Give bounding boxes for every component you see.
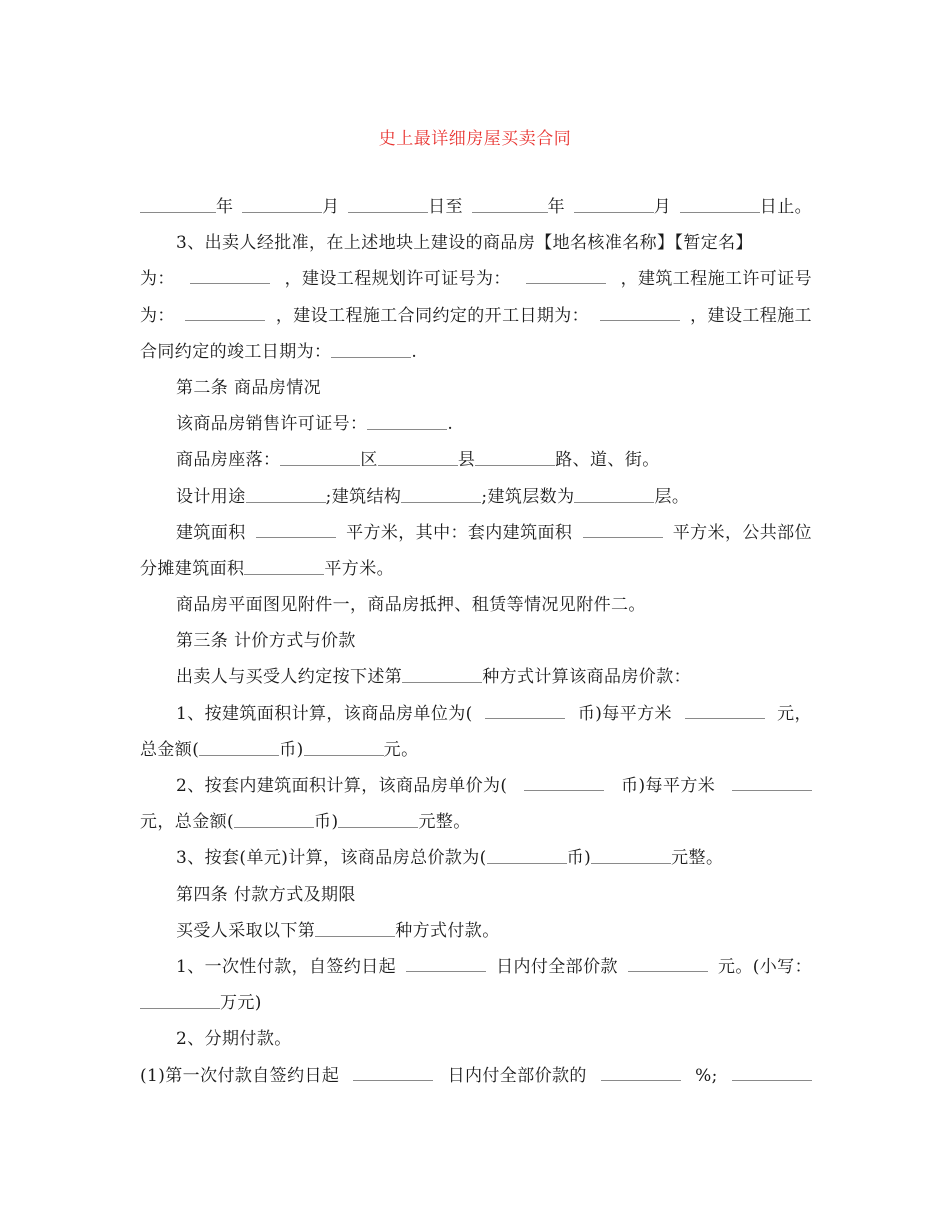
text: 月 <box>322 197 340 217</box>
text: 元整。 <box>418 812 471 833</box>
blank-field[interactable] <box>526 265 606 284</box>
text: 元。(小写： <box>717 956 812 977</box>
text: 买受人采取以下第 <box>176 920 316 941</box>
text: 元整。 <box>671 848 724 869</box>
text: %; <box>695 1065 718 1086</box>
blank-field[interactable] <box>475 447 555 466</box>
blank-field[interactable] <box>242 194 322 213</box>
clause-paragraph <box>140 265 812 301</box>
clause-paragraph <box>140 555 812 591</box>
text: 币) <box>566 848 592 869</box>
clause-paragraph <box>140 772 812 808</box>
clause-paragraph <box>140 917 812 953</box>
blank-field[interactable] <box>406 953 486 972</box>
text: 出卖人与买受人约定按下述第 <box>176 667 403 688</box>
text: 商品房座落： <box>176 450 281 471</box>
text: 月 <box>653 197 672 217</box>
section-heading: 第三条 计价方式与价款 <box>176 631 356 652</box>
blank-field[interactable] <box>680 194 760 213</box>
blank-field[interactable] <box>601 1062 681 1081</box>
clause-paragraph <box>140 700 812 736</box>
text: . <box>411 341 418 362</box>
blank-field[interactable] <box>524 772 604 791</box>
date-range-line <box>140 193 812 229</box>
text: 币)每平方米 <box>621 776 716 796</box>
text: . <box>447 414 454 435</box>
text: 区 <box>360 450 378 471</box>
text: 万元) <box>220 993 262 1014</box>
text: 平方米。 <box>324 558 395 579</box>
section-heading: 第二条 商品房情况 <box>176 377 322 398</box>
text: 县 <box>457 450 476 471</box>
clause-paragraph <box>140 1062 812 1098</box>
clause-paragraph <box>140 519 812 555</box>
blank-field[interactable] <box>685 700 765 719</box>
text: 为： <box>140 269 175 290</box>
text: 币)每平方米 <box>577 703 672 724</box>
text: 该商品房销售许可证号： <box>176 414 368 435</box>
text: 平方米，公共部位 <box>672 522 812 543</box>
text: 合同约定的竣工日期为： <box>140 341 332 362</box>
document-title: 史上最详细房屋买卖合同 <box>378 129 572 149</box>
text: 日止。 <box>759 197 812 217</box>
text: 分摊建筑面积 <box>140 558 245 579</box>
clause-paragraph: 3、出卖人经批准，在上述地块上建设的商品房【地名核准名称】【暂定名】 <box>176 233 753 254</box>
blank-field[interactable] <box>190 265 270 284</box>
blank-field[interactable] <box>402 664 482 683</box>
text: 币) <box>314 812 339 833</box>
text: 日至 <box>428 197 463 217</box>
blank-field[interactable] <box>331 339 411 358</box>
text: 1、按建筑面积计算，该商品房单位为( <box>176 703 473 724</box>
blank-field[interactable] <box>246 484 326 503</box>
clause-paragraph <box>140 446 812 482</box>
text: 建筑面积 <box>176 522 246 543</box>
clause-paragraph <box>140 302 812 338</box>
clause-paragraph <box>140 989 812 1025</box>
blank-field[interactable] <box>367 411 447 430</box>
clause-paragraph <box>140 844 812 880</box>
text: 种方式付款。 <box>395 920 500 941</box>
text: 年 <box>216 197 234 217</box>
blank-field[interactable] <box>185 302 265 321</box>
text: 设计用途 <box>176 486 246 507</box>
clause-paragraph: 商品房平面图见附件一，商品房抵押、租赁等情况见附件二。 <box>176 595 646 616</box>
blank-field[interactable] <box>140 194 216 213</box>
blank-field[interactable] <box>140 990 220 1009</box>
blank-field[interactable] <box>353 1062 433 1081</box>
text: 元。 <box>383 739 419 760</box>
blank-field[interactable] <box>732 772 812 791</box>
blank-field[interactable] <box>348 194 428 213</box>
clause-paragraph <box>140 953 812 989</box>
blank-field[interactable] <box>234 809 314 828</box>
blank-field[interactable] <box>485 700 565 719</box>
text: 3、按套(单元)计算，该商品房总价款为( <box>176 848 487 869</box>
clause-paragraph <box>140 483 812 519</box>
clause-paragraph: 2、分期付款。 <box>176 1029 292 1050</box>
text: 为： <box>140 305 175 326</box>
blank-field[interactable] <box>472 194 548 213</box>
text: 年 <box>547 197 566 217</box>
text: 2、按套内建筑面积计算，该商品房单价为( <box>176 776 508 796</box>
text: 层。 <box>654 486 690 507</box>
text: ，建设工程规划许可证号为： <box>284 269 511 290</box>
blank-field[interactable] <box>628 953 708 972</box>
text: 路、道、街。 <box>555 450 660 471</box>
blank-field[interactable] <box>304 737 384 756</box>
blank-field[interactable] <box>256 519 336 538</box>
text: 日内付全部价款 <box>496 956 618 977</box>
text: 种方式计算该商品房价款： <box>482 667 692 688</box>
text: 1、一次性付款，自签约日起 <box>176 956 397 977</box>
blank-field[interactable] <box>280 447 360 466</box>
text: 平方米，其中：套内建筑面积 <box>346 522 573 543</box>
section-heading: 第四条 付款方式及期限 <box>176 884 356 905</box>
text: ，建设工程施工合同约定的开工日期为： <box>275 305 590 326</box>
text: 元， <box>777 703 812 724</box>
clause-paragraph <box>140 663 812 699</box>
blank-field[interactable] <box>315 918 395 937</box>
blank-field[interactable] <box>574 484 654 503</box>
clause-paragraph <box>140 808 812 844</box>
blank-field[interactable] <box>338 809 418 828</box>
text: 总金额( <box>140 739 200 760</box>
blank-field[interactable] <box>401 484 481 503</box>
clause-paragraph <box>140 338 812 374</box>
blank-field[interactable] <box>600 302 680 321</box>
text: 日内付全部价款的 <box>447 1065 587 1086</box>
blank-field[interactable] <box>487 845 567 864</box>
blank-field[interactable] <box>199 737 279 756</box>
text: (1)第一次付款自签约日起 <box>140 1065 340 1086</box>
text: 元，总金额( <box>140 812 235 833</box>
blank-field[interactable] <box>583 519 663 538</box>
clause-paragraph <box>140 736 812 772</box>
text: 币) <box>279 739 304 760</box>
text: ;建筑结构 <box>325 486 402 507</box>
blank-field[interactable] <box>574 194 654 213</box>
blank-field[interactable] <box>591 845 671 864</box>
text: ，建设工程施工 <box>690 305 812 326</box>
text: ，建筑工程施工许可证号 <box>620 269 812 290</box>
clause-paragraph <box>140 410 812 446</box>
blank-field[interactable] <box>732 1062 812 1081</box>
text: ;建筑层数为 <box>481 486 575 507</box>
blank-field[interactable] <box>244 556 324 575</box>
blank-field[interactable] <box>378 447 458 466</box>
document-body <box>140 193 812 1098</box>
